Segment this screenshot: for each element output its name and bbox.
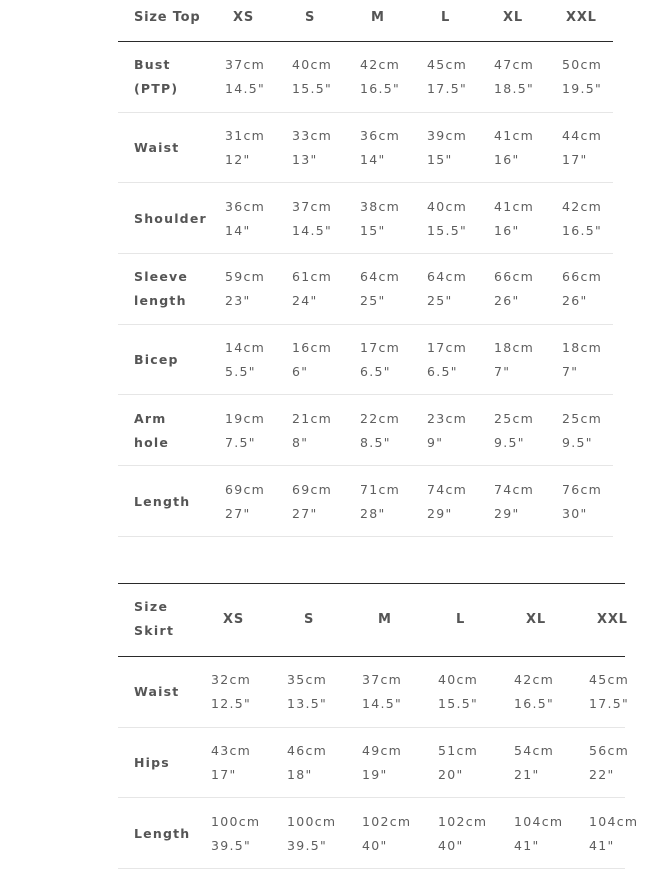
value-inch: 15" (360, 222, 386, 238)
value-inch: 24" (292, 293, 318, 309)
value-inch: 16" (494, 222, 520, 238)
measurement-cell (494, 195, 534, 243)
value-cm: 33cm (292, 128, 333, 144)
value-inch: 14.5" (362, 696, 403, 712)
row-label-line: Sleeve (134, 269, 189, 285)
value-inch: 39.5" (287, 837, 328, 853)
value-inch: 29" (427, 505, 453, 521)
measurement-cell (438, 739, 478, 787)
row-label (134, 348, 179, 372)
measurement-cell (427, 124, 467, 172)
value-cm: 14cm (225, 340, 266, 356)
table-row (118, 396, 613, 467)
value-inch: 15.5" (438, 696, 479, 712)
measurement-cell (589, 810, 638, 858)
measurement-cell (225, 53, 265, 101)
row-label (134, 822, 190, 846)
value-inch: 25" (427, 293, 453, 309)
measurement-cell (292, 195, 332, 243)
value-cm: 42cm (360, 57, 401, 73)
row-divider (118, 868, 625, 869)
value-cm: 50cm (562, 57, 603, 73)
value-cm: 37cm (225, 57, 266, 73)
row-label-line: Shoulder (134, 210, 207, 226)
value-inch: 15.5" (292, 81, 333, 97)
header-size-xl: XL (526, 612, 546, 627)
measurement-cell (494, 124, 534, 172)
value-inch: 26" (562, 293, 588, 309)
value-inch: 6.5" (427, 364, 458, 380)
size-table-skirt (118, 583, 639, 880)
value-inch: 16" (494, 152, 520, 168)
header-size-s: S (304, 612, 315, 627)
value-inch: 17" (562, 152, 588, 168)
measurement-cell (292, 336, 332, 384)
measurement-cell (514, 668, 554, 716)
measurement-cell (225, 124, 265, 172)
measurement-cell (427, 195, 467, 243)
value-cm: 41cm (494, 128, 535, 144)
row-label (134, 751, 170, 775)
value-inch: 16.5" (514, 696, 555, 712)
value-cm: 18cm (562, 340, 603, 356)
row-label (134, 490, 190, 514)
value-cm: 17cm (360, 340, 401, 356)
row-label (134, 407, 169, 455)
header-label (134, 595, 174, 643)
measurement-cell (562, 195, 602, 243)
value-cm: 40cm (427, 198, 468, 214)
value-cm: 42cm (514, 672, 555, 688)
value-cm: 76cm (562, 481, 603, 497)
measurement-cell (494, 336, 534, 384)
row-label-line: Arm (134, 410, 167, 426)
header-size-m: M (378, 612, 392, 627)
value-cm: 22cm (360, 410, 401, 426)
table-row (118, 113, 613, 184)
value-cm: 43cm (211, 743, 252, 759)
measurement-cell (362, 739, 402, 787)
value-inch: 27" (225, 505, 251, 521)
value-cm: 31cm (225, 128, 266, 144)
value-cm: 61cm (292, 269, 333, 285)
value-inch: 14.5" (225, 81, 266, 97)
value-inch: 39.5" (211, 837, 252, 853)
size-table-top (118, 0, 613, 540)
value-cm: 69cm (225, 481, 266, 497)
measurement-cell (211, 668, 251, 716)
value-inch: 7" (494, 364, 511, 380)
value-cm: 54cm (514, 743, 555, 759)
measurement-cell (514, 739, 554, 787)
value-inch: 25" (360, 293, 386, 309)
value-cm: 59cm (225, 269, 266, 285)
value-inch: 40" (438, 837, 464, 853)
value-cm: 64cm (360, 269, 401, 285)
row-label-line: length (134, 293, 187, 309)
value-inch: 20" (438, 767, 464, 783)
measurement-cell (360, 478, 400, 526)
measurement-cell (514, 810, 563, 858)
value-cm: 100cm (211, 813, 261, 829)
measurement-cell (292, 53, 332, 101)
measurement-cell (494, 265, 534, 313)
value-inch: 27" (292, 505, 318, 521)
measurement-cell (287, 668, 327, 716)
row-divider (118, 536, 613, 537)
value-inch: 29" (494, 505, 520, 521)
table-row (118, 657, 630, 728)
value-inch: 18.5" (494, 81, 535, 97)
measurement-cell (438, 668, 478, 716)
measurement-cell (427, 53, 467, 101)
row-label (134, 265, 188, 313)
value-inch: 16.5" (360, 81, 401, 97)
value-cm: 49cm (362, 743, 403, 759)
value-cm: 69cm (292, 481, 333, 497)
value-cm: 46cm (287, 743, 328, 759)
row-label (134, 136, 179, 160)
value-cm: 102cm (438, 813, 488, 829)
measurement-cell (562, 336, 602, 384)
value-inch: 19.5" (562, 81, 603, 97)
value-cm: 56cm (589, 743, 630, 759)
value-inch: 14.5" (292, 222, 333, 238)
value-cm: 44cm (562, 128, 603, 144)
measurement-cell (360, 53, 400, 101)
measurement-cell (562, 478, 602, 526)
value-inch: 30" (562, 505, 588, 521)
measurement-cell (292, 478, 332, 526)
measurement-cell (292, 407, 332, 455)
value-inch: 9.5" (494, 434, 525, 450)
row-label (134, 680, 179, 704)
value-inch: 17.5" (427, 81, 468, 97)
value-inch: 15" (427, 152, 453, 168)
value-inch: 9" (427, 434, 444, 450)
row-label-line: Waist (134, 684, 180, 700)
value-inch: 7" (562, 364, 579, 380)
value-cm: 19cm (225, 410, 266, 426)
value-inch: 17" (211, 767, 237, 783)
measurement-cell (494, 53, 534, 101)
row-label-line: hole (134, 434, 170, 450)
value-inch: 14" (225, 222, 251, 238)
value-inch: 21" (514, 767, 540, 783)
measurement-cell (360, 265, 400, 313)
value-cm: 17cm (427, 340, 468, 356)
value-inch: 15.5" (427, 222, 468, 238)
row-label (134, 207, 207, 231)
header-label-line: Size (134, 599, 169, 614)
table-row (118, 728, 630, 799)
value-inch: 6.5" (360, 364, 391, 380)
row-label-line: Length (134, 825, 191, 841)
value-cm: 37cm (362, 672, 403, 688)
value-cm: 104cm (514, 813, 564, 829)
value-cm: 38cm (360, 198, 401, 214)
value-inch: 16.5" (562, 222, 603, 238)
value-cm: 21cm (292, 410, 333, 426)
value-cm: 36cm (225, 198, 266, 214)
value-inch: 13" (292, 152, 318, 168)
measurement-cell (292, 265, 332, 313)
value-cm: 102cm (362, 813, 412, 829)
value-cm: 104cm (589, 813, 639, 829)
measurement-cell (225, 478, 265, 526)
table-row (118, 466, 613, 537)
measurement-cell (292, 124, 332, 172)
table-top-divider (118, 583, 625, 584)
value-inch: 22" (589, 767, 615, 783)
header-size-l: L (441, 10, 451, 25)
value-cm: 18cm (494, 340, 535, 356)
value-cm: 45cm (589, 672, 630, 688)
header-size-s: S (305, 10, 316, 25)
measurement-cell (225, 195, 265, 243)
value-inch: 17.5" (589, 696, 630, 712)
header-label: Size Top (134, 10, 201, 25)
value-inch: 41" (514, 837, 540, 853)
header-size-m: M (371, 10, 385, 25)
value-inch: 7.5" (225, 434, 256, 450)
value-inch: 23" (225, 293, 251, 309)
row-label-line: (PTP) (134, 81, 179, 97)
value-cm: 16cm (292, 340, 333, 356)
measurement-cell (562, 407, 602, 455)
header-size-xxl: XXL (566, 10, 597, 25)
measurement-cell (360, 336, 400, 384)
value-inch: 18" (287, 767, 313, 783)
measurement-cell (225, 407, 265, 455)
row-label-line: Bicep (134, 352, 179, 368)
value-inch: 26" (494, 293, 520, 309)
value-cm: 64cm (427, 269, 468, 285)
measurement-cell (360, 407, 400, 455)
value-cm: 74cm (427, 481, 468, 497)
value-cm: 23cm (427, 410, 468, 426)
measurement-cell (225, 336, 265, 384)
header-size-xs: XS (223, 612, 244, 627)
value-cm: 74cm (494, 481, 535, 497)
value-inch: 8.5" (360, 434, 391, 450)
table-row (118, 798, 639, 869)
value-inch: 5.5" (225, 364, 256, 380)
value-inch: 41" (589, 837, 615, 853)
measurement-cell (287, 739, 327, 787)
value-inch: 8" (292, 434, 309, 450)
row-label-line: Length (134, 493, 191, 509)
measurement-cell (427, 265, 467, 313)
header-size-xl: XL (503, 10, 523, 25)
row-label-line: Hips (134, 755, 170, 771)
measurement-cell (562, 124, 602, 172)
measurement-cell (494, 407, 534, 455)
value-cm: 35cm (287, 672, 328, 688)
value-cm: 100cm (287, 813, 337, 829)
value-cm: 66cm (562, 269, 603, 285)
value-inch: 12" (225, 152, 251, 168)
value-cm: 51cm (438, 743, 479, 759)
measurement-cell (427, 478, 467, 526)
measurement-cell (494, 478, 534, 526)
header-size-xs: XS (233, 10, 254, 25)
measurement-cell (211, 739, 251, 787)
measurement-cell (362, 668, 402, 716)
value-cm: 40cm (438, 672, 479, 688)
value-cm: 41cm (494, 198, 535, 214)
measurement-cell (287, 810, 336, 858)
header-size-l: L (456, 612, 466, 627)
row-label-line: Bust (134, 57, 171, 73)
value-inch: 28" (360, 505, 386, 521)
table-row (118, 42, 613, 113)
row-label (134, 53, 178, 101)
value-inch: 14" (360, 152, 386, 168)
value-cm: 42cm (562, 198, 603, 214)
measurement-cell (211, 810, 260, 858)
value-cm: 40cm (292, 57, 333, 73)
value-cm: 32cm (211, 672, 252, 688)
measurement-cell (589, 739, 629, 787)
value-cm: 71cm (360, 481, 401, 497)
measurement-cell (225, 265, 265, 313)
measurement-cell (360, 195, 400, 243)
measurement-cell (438, 810, 487, 858)
value-cm: 39cm (427, 128, 468, 144)
table-row (118, 254, 613, 325)
row-label-line: Waist (134, 140, 180, 156)
header-size-xxl: XXL (597, 612, 628, 627)
measurement-cell (362, 810, 411, 858)
table-row (118, 183, 613, 254)
value-cm: 37cm (292, 198, 333, 214)
measurement-cell (562, 53, 602, 101)
value-inch: 40" (362, 837, 388, 853)
measurement-cell (427, 336, 467, 384)
measurement-cell (427, 407, 467, 455)
measurement-cell (562, 265, 602, 313)
table-row (118, 325, 613, 396)
value-cm: 36cm (360, 128, 401, 144)
value-inch: 13.5" (287, 696, 328, 712)
header-label-line: Skirt (134, 623, 175, 638)
measurement-cell (360, 124, 400, 172)
value-cm: 66cm (494, 269, 535, 285)
value-inch: 12.5" (211, 696, 252, 712)
value-inch: 9.5" (562, 434, 593, 450)
value-inch: 6" (292, 364, 309, 380)
value-cm: 25cm (494, 410, 535, 426)
value-inch: 19" (362, 767, 388, 783)
value-cm: 45cm (427, 57, 468, 73)
value-cm: 47cm (494, 57, 535, 73)
measurement-cell (589, 668, 629, 716)
value-cm: 25cm (562, 410, 603, 426)
